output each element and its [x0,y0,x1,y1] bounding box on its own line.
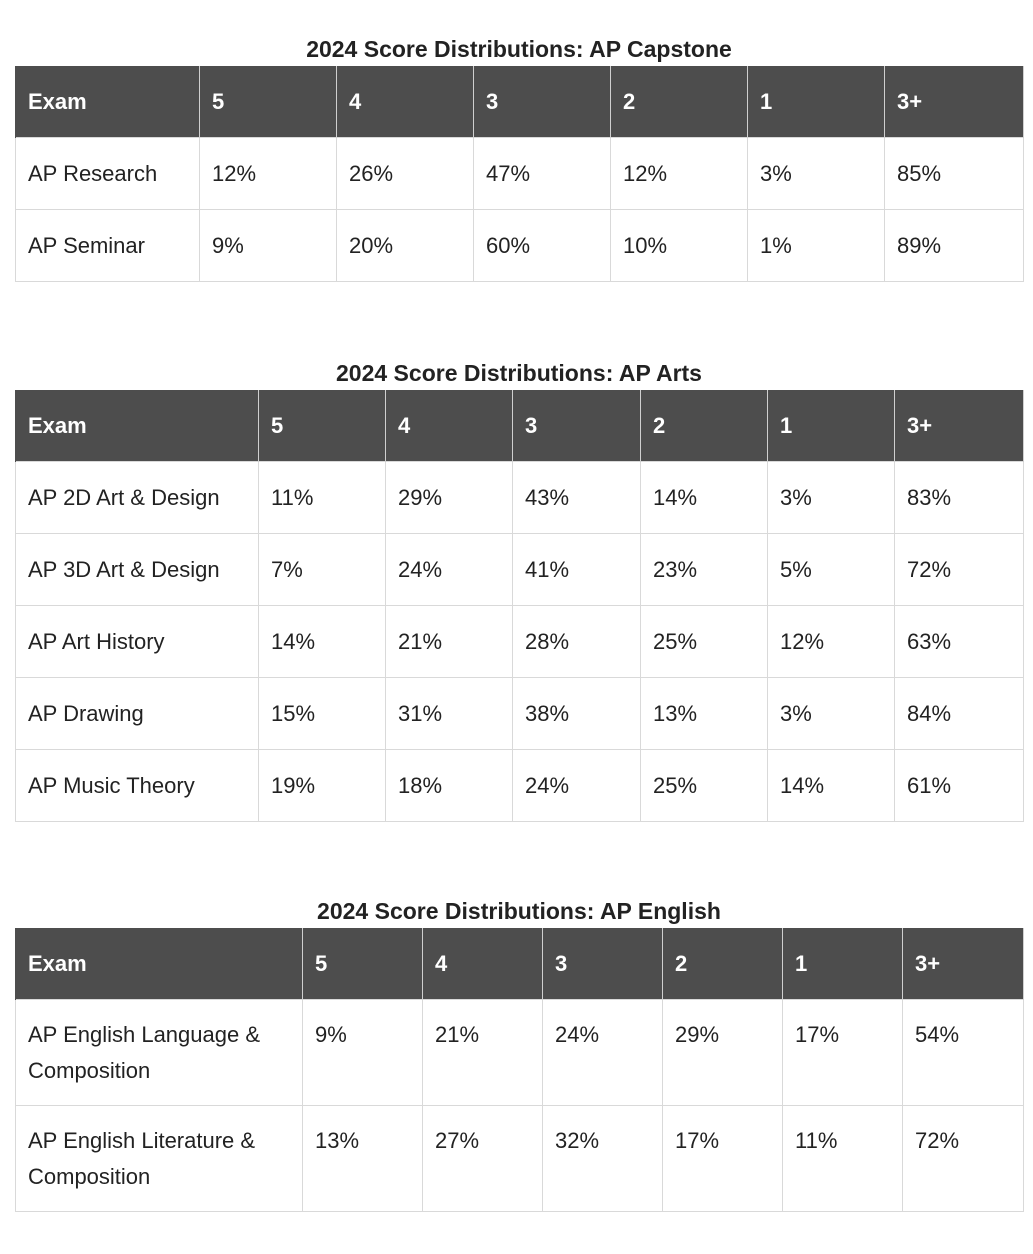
header-score-3: 3 [474,66,611,138]
score-5-cell: 11% [259,462,386,534]
score-1-cell: 17% [783,1000,903,1106]
score-4-cell: 27% [423,1106,543,1212]
table-row [16,678,1024,750]
score-5-cell: 7% [259,534,386,606]
header-score-2: 2 [663,928,783,1000]
score-2-cell: 14% [641,462,768,534]
score-3plus-cell: 85% [885,138,1024,210]
score-5-cell: 14% [259,606,386,678]
score-5-cell: 9% [303,1000,423,1106]
arts-score-table [15,390,1024,822]
header-score-4: 4 [337,66,474,138]
exam-name: AP English Literature & Composition [16,1106,303,1212]
score-4-cell: 31% [386,678,513,750]
capstone-score-table [15,66,1024,282]
header-score-3: 3 [543,928,663,1000]
capstone-table-title: 2024 Score Distributions: AP Capstone [306,36,732,62]
table-header-row [16,928,1024,1000]
score-3-cell: 32% [543,1106,663,1212]
score-2-cell: 25% [641,606,768,678]
score-5-cell: 9% [200,210,337,282]
score-3plus-cell: 84% [895,678,1024,750]
header-score-2: 2 [641,390,768,462]
table-row [16,462,1024,534]
table-row [16,750,1024,822]
score-3-cell: 60% [474,210,611,282]
score-4-cell: 24% [386,534,513,606]
score-3plus-cell: 72% [903,1106,1024,1212]
score-1-cell: 3% [768,678,895,750]
score-5-cell: 15% [259,678,386,750]
exam-name: AP 2D Art & Design [16,462,259,534]
table-row [16,138,1024,210]
table-row [16,1000,1024,1106]
english-score-table [15,928,1024,1212]
exam-name: AP English Language & Composition [16,1000,303,1106]
table-header-row [16,66,1024,138]
score-3plus-cell: 63% [895,606,1024,678]
score-4-cell: 20% [337,210,474,282]
exam-name: AP 3D Art & Design [16,534,259,606]
header-score-4: 4 [423,928,543,1000]
header-score-1: 1 [768,390,895,462]
score-3plus-cell: 83% [895,462,1024,534]
table-row [16,534,1024,606]
score-1-cell: 1% [748,210,885,282]
score-5-cell: 19% [259,750,386,822]
header-exam: Exam [16,66,200,138]
english-table-title: 2024 Score Distributions: AP English [317,898,721,924]
header-score-5: 5 [200,66,337,138]
score-3plus-cell: 72% [895,534,1024,606]
header-score-3plus: 3+ [895,390,1024,462]
table-row [16,606,1024,678]
score-3plus-cell: 54% [903,1000,1024,1106]
exam-name: AP Drawing [16,678,259,750]
table-row [16,1106,1024,1212]
score-1-cell: 12% [768,606,895,678]
exam-name: AP Seminar [16,210,200,282]
score-3-cell: 43% [513,462,641,534]
score-4-cell: 26% [337,138,474,210]
score-2-cell: 10% [611,210,748,282]
table-row [16,210,1024,282]
score-3-cell: 28% [513,606,641,678]
exam-name: AP Research [16,138,200,210]
header-score-2: 2 [611,66,748,138]
header-exam: Exam [16,928,303,1000]
score-4-cell: 21% [423,1000,543,1106]
exam-name: AP Art History [16,606,259,678]
score-3-cell: 24% [513,750,641,822]
header-score-3: 3 [513,390,641,462]
capstone-section [15,32,1023,282]
score-4-cell: 18% [386,750,513,822]
header-score-1: 1 [748,66,885,138]
score-1-cell: 5% [768,534,895,606]
score-2-cell: 13% [641,678,768,750]
score-3-cell: 41% [513,534,641,606]
score-1-cell: 3% [748,138,885,210]
header-score-4: 4 [386,390,513,462]
header-score-1: 1 [783,928,903,1000]
score-1-cell: 11% [783,1106,903,1212]
exam-name: AP Music Theory [16,750,259,822]
score-4-cell: 29% [386,462,513,534]
score-5-cell: 12% [200,138,337,210]
score-2-cell: 12% [611,138,748,210]
score-1-cell: 3% [768,462,895,534]
score-3plus-cell: 89% [885,210,1024,282]
score-3-cell: 24% [543,1000,663,1106]
score-1-cell: 14% [768,750,895,822]
score-4-cell: 21% [386,606,513,678]
header-score-3plus: 3+ [885,66,1024,138]
score-2-cell: 29% [663,1000,783,1106]
header-score-3plus: 3+ [903,928,1024,1000]
arts-section [15,356,1023,822]
score-2-cell: 23% [641,534,768,606]
score-2-cell: 17% [663,1106,783,1212]
score-3-cell: 47% [474,138,611,210]
header-exam: Exam [16,390,259,462]
score-3plus-cell: 61% [895,750,1024,822]
score-3-cell: 38% [513,678,641,750]
table-header-row [16,390,1024,462]
header-score-5: 5 [303,928,423,1000]
english-section [15,894,1023,1212]
header-score-5: 5 [259,390,386,462]
score-5-cell: 13% [303,1106,423,1212]
score-2-cell: 25% [641,750,768,822]
arts-table-title: 2024 Score Distributions: AP Arts [336,360,702,386]
